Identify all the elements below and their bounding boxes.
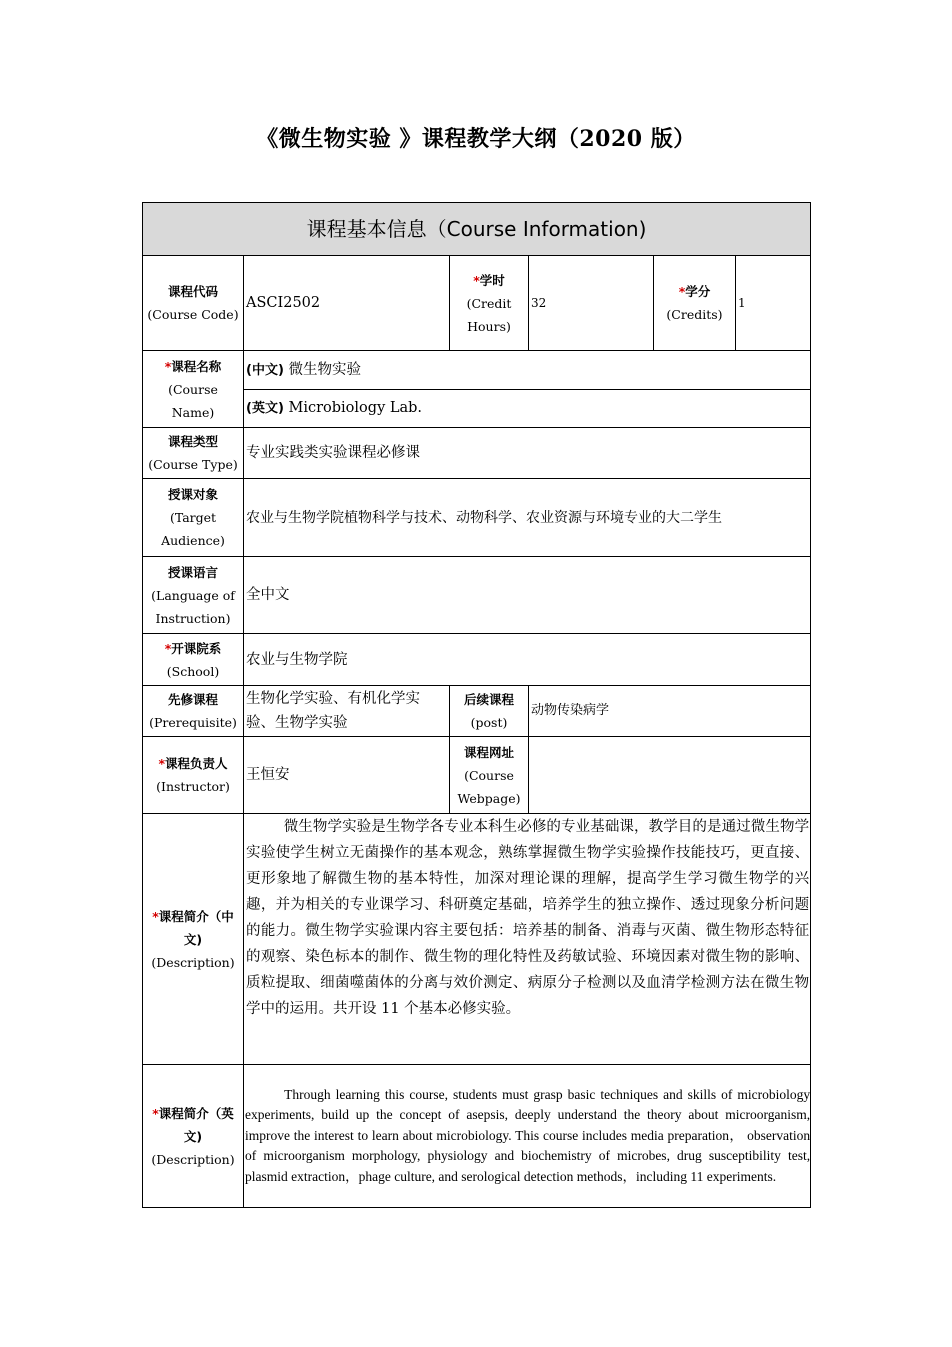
- description-cn-text: 微生物学实验是生物学各专业本科生必修的专业基础课，教学目的是通过微生物学实验使学生树立无菌操作的基本观念，熟练掌握微生物学实验操作技能技巧，更直接、更形象地了解微生物的基本特性，加深对理论课的理解，提高学生学习微生物学的兴趣，并为相关的专业课学习、科研奠定基础，培养学生的独立操作、透过现象分析问题的能力。微生物学实验课内容主要包括：培养基的制备、消毒与灭菌、微生物形态特征的观察、染色标本的制作、微生物的理化特性及药敏试验、环境因素对微生物的影响、质粒提取、细菌噬菌体的分离与效价测定、病原分子检测以及血清学检测方法在微生物学中的运用。共开设 11 个基本必修实验。: [246, 819, 810, 1017]
- credit-hours-label-en2: Hours): [467, 318, 511, 334]
- school-value: 农业与生物学院: [244, 634, 811, 686]
- webpage-value: [529, 737, 811, 814]
- description-cn-label: [143, 814, 244, 1065]
- post-label-en: (post): [470, 715, 508, 730]
- webpage-label-en1: (Course: [464, 767, 514, 783]
- course-code-value: ASCI2502: [244, 256, 450, 351]
- instructor-value: 王恒安: [244, 737, 450, 814]
- target-audience-label-cn: 授课对象: [167, 487, 218, 502]
- post-label: [450, 686, 529, 737]
- credit-hours-value: 32: [529, 256, 654, 351]
- prerequisite-value: [244, 686, 450, 737]
- course-name-en-value: Microbiology Lab.: [288, 400, 423, 416]
- description-cn-label-cn1: 课程简介（中: [158, 908, 234, 924]
- course-name-label-en1: (Course: [168, 381, 218, 397]
- required-marker: *: [164, 640, 172, 656]
- description-en-value: [244, 1065, 811, 1208]
- course-type-label-cn: 课程类型: [167, 434, 218, 449]
- course-type-label: [143, 428, 244, 479]
- required-marker: *: [158, 756, 166, 771]
- prerequisite-label: [143, 686, 244, 737]
- course-name-en-tag: (英文): [246, 401, 284, 416]
- description-cn-label-en: (Description): [151, 954, 235, 970]
- course-code-label-cn: 课程代码: [167, 284, 218, 299]
- description-en-label-cn1: 课程简介（英: [158, 1105, 234, 1121]
- credits-value: 1: [736, 256, 811, 351]
- school-label: [143, 634, 244, 686]
- webpage-label: [450, 737, 529, 814]
- language-label-cn: 授课语言: [167, 564, 218, 580]
- required-marker: *: [152, 908, 159, 924]
- description-en-label-en: (Description): [151, 1151, 235, 1167]
- target-audience-label-en1: (Target: [169, 510, 217, 525]
- language-value: 全中文: [244, 557, 811, 634]
- post-label-cn: 后续课程: [463, 692, 514, 707]
- course-info-table: [142, 202, 811, 1208]
- instructor-label-en: (Instructor): [156, 779, 230, 794]
- credits-label-en: (Credits): [666, 307, 723, 322]
- language-label-en1: (Language of: [151, 587, 235, 603]
- course-name-cn-tag: (中文): [246, 362, 284, 378]
- course-name-label: [143, 351, 244, 428]
- course-name-en: [244, 390, 811, 428]
- prerequisite-label-en: (Prerequisite): [149, 715, 237, 730]
- language-label: [143, 557, 244, 634]
- course-code-label-en: (Course Code): [147, 307, 239, 322]
- target-audience-value: 农业与生物学院植物科学与技术、动物科学、农业资源与环境专业的大二学生: [244, 479, 811, 557]
- required-marker: *: [473, 272, 480, 288]
- school-label-cn: 开课院系: [171, 640, 222, 656]
- credit-hours-label-en1: (Credit: [466, 295, 512, 311]
- description-en-text: Through learning this course, students must grasp basic techniques and skills of microbiology experiments, build up the concept of asepsis, deeply understand the theory about microorganism, improve the interest to learn about microbiology. This course includes media preparation， observation of microorganism morphology, physiology and biochemistry of microbes, drug susceptibility test, plasmid extraction，phage culture, and serological detection methods，including 11 experiments.: [245, 1086, 811, 1184]
- target-audience-label: [143, 479, 244, 557]
- course-name-label-en2: Name): [171, 404, 215, 420]
- webpage-label-cn: 课程网址: [463, 744, 514, 760]
- course-code-label: [143, 256, 244, 351]
- document-title: 《微生物实验 》课程教学大纲（2020 版）: [256, 126, 696, 152]
- credit-hours-label: [450, 256, 529, 351]
- school-label-en: (School): [166, 663, 220, 679]
- instructor-label: [143, 737, 244, 814]
- webpage-label-en2: Webpage): [457, 790, 521, 806]
- description-cn-value: [244, 814, 811, 1065]
- table-header: 课程基本信息（Course Information): [143, 203, 811, 256]
- description-en-label-cn2: 文): [183, 1128, 203, 1144]
- language-label-en2: Instruction): [155, 610, 231, 626]
- course-type-label-en: (Course Type): [148, 457, 238, 472]
- course-name-cn-value: 微生物实验: [288, 361, 361, 378]
- post-value: 动物传染病学: [529, 686, 811, 737]
- instructor-label-cn: 课程负责人: [165, 756, 228, 771]
- credits-label-cn: 学分: [685, 284, 711, 299]
- prerequisite-value-line2: 验、生物学实验: [246, 715, 348, 731]
- required-marker: *: [164, 358, 172, 374]
- target-audience-label-en2: Audience): [161, 533, 225, 548]
- required-marker: *: [152, 1105, 159, 1121]
- credits-label: [654, 256, 736, 351]
- prerequisite-value-line1: 生物化学实验、有机化学实: [246, 691, 420, 707]
- description-en-label: [143, 1065, 244, 1208]
- course-type-value: 专业实践类实验课程必修课: [244, 428, 811, 479]
- credit-hours-label-cn: 学时: [479, 272, 505, 288]
- description-cn-label-cn2: 文): [183, 931, 203, 947]
- prerequisite-label-cn: 先修课程: [167, 692, 218, 707]
- course-name-label-cn: 课程名称: [171, 358, 222, 374]
- course-name-cn: [244, 351, 811, 390]
- required-marker: *: [678, 284, 686, 299]
